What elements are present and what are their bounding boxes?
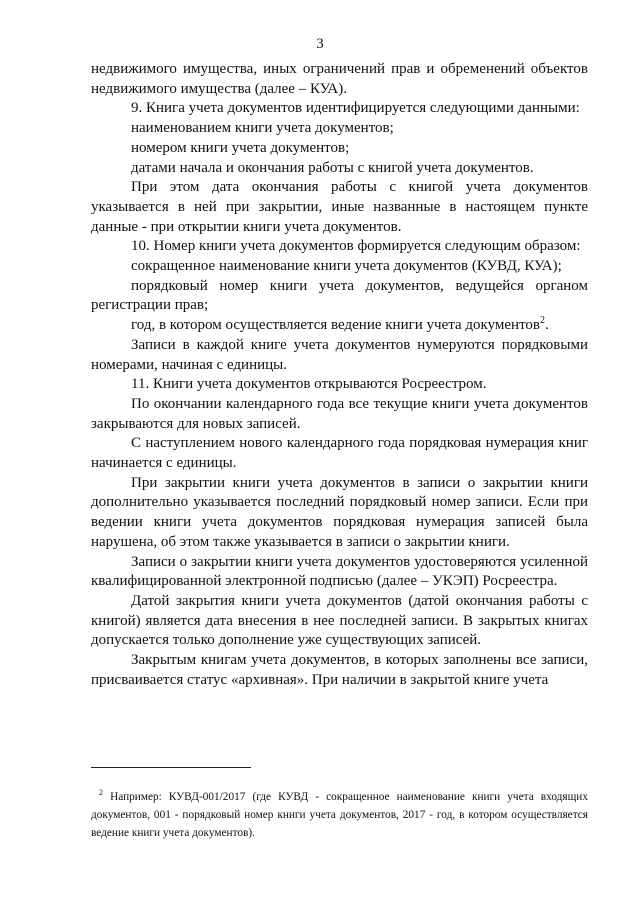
paragraph: Закрытым книгам учета документов, в которых заполнены все записи, присваивается статус «архивная». При наличии в закрытой книге учета bbox=[91, 652, 588, 688]
list-item: порядковый номер книги учета документов, ведущейся органом регистрации прав; bbox=[91, 277, 588, 314]
paragraph: 10. Номер книги учета документов формируется следующим образом: bbox=[131, 238, 581, 255]
paragraph: Записи в каждой книге учета документов нумеруются порядковыми номерами, начиная с единицы. bbox=[91, 336, 588, 373]
paragraph: 9. Книга учета документов идентифицируется следующими данными: bbox=[131, 100, 580, 117]
paragraph: Датой закрытия книги учета документов (датой окончания работы с книгой) является дата внесения в нее последней записи. В закрытых книгах допускается только дополнение уже существующих записей. bbox=[91, 592, 588, 649]
paragraph: При этом дата окончания работы с книгой учета документов указывается в ней при закрытии, иные названные в настоящем пункте данные - при открытии книги учета документов. bbox=[91, 179, 588, 235]
paragraph: 11. Книги учета документов открываются Росреестром. bbox=[131, 376, 487, 393]
paragraph: По окончании календарного года все текущие книги учета документов закрываются для новых записей. bbox=[91, 395, 588, 432]
footnote-marker: 2 bbox=[99, 788, 103, 797]
list-item: датами начала и окончания работы с книгой учета документов. bbox=[131, 159, 534, 176]
paragraph: недвижимого имущества, иных ограничений прав и обременений объектов недвижимого имущества (далее – КУА). bbox=[91, 61, 588, 97]
page-number: 3 bbox=[316, 36, 324, 52]
list-item-text: год, в котором осуществляется ведение книги учета документов bbox=[131, 317, 541, 334]
list-item-with-footnote bbox=[91, 316, 588, 336]
paragraph: Записи о закрытии книги учета документов удостоверяются усиленной квалифицированной электронной подписью (далее – УКЭП) Росреестра. bbox=[91, 553, 588, 590]
footnote-reference: 2 bbox=[540, 315, 546, 327]
footnote-divider bbox=[91, 767, 251, 768]
list-item: номером книги учета документов; bbox=[131, 139, 350, 156]
footnote bbox=[91, 788, 588, 842]
paragraph: При закрытии книги учета документов в записи о закрытии книги дополнительно указывается последний порядковый номер записи. Если при ведении книги учета документов порядковая нумерация записей была нарушена, об этом также указывается в записи о закрытии книги. bbox=[91, 474, 588, 550]
list-item-end: . bbox=[545, 317, 549, 334]
body-text bbox=[91, 60, 588, 691]
footnote-text: Например: КУВД-001/2017 (где КУВД - сокращенное наименование книги учета входящих документов, 001 - порядковый номер книги учета документов, 2017 - год, в котором осуществляется ведение книги учета документов). bbox=[91, 791, 588, 839]
list-item: наименованием книги учета документов; bbox=[131, 120, 394, 137]
list-item: сокращенное наименование книги учета документов (КУВД, КУА); bbox=[131, 258, 562, 275]
paragraph: С наступлением нового календарного года порядковая нумерация книг начинается с единицы. bbox=[91, 435, 588, 472]
